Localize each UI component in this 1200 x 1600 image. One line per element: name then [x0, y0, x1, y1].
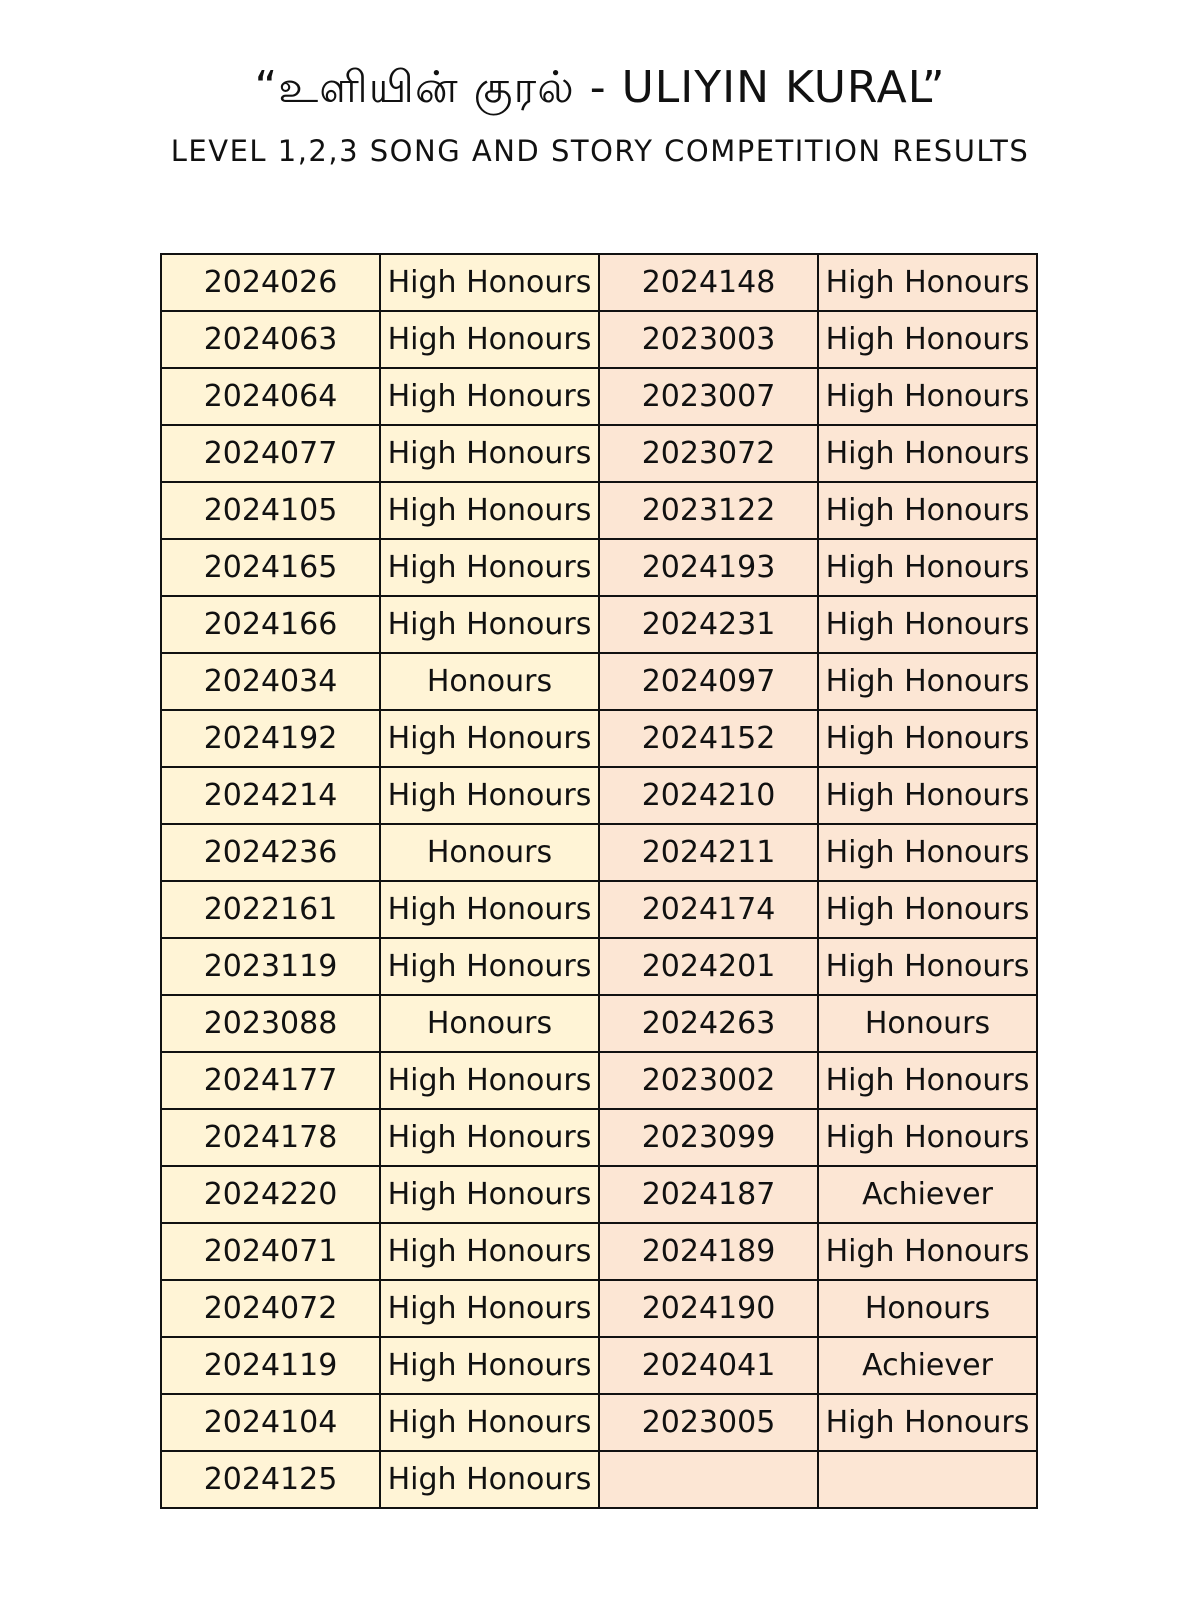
page-subtitle: LEVEL 1,2,3 SONG AND STORY COMPETITION RESULTS — [170, 134, 1030, 168]
result-cell: High Honours — [818, 824, 1037, 881]
student-id-cell: 2024034 — [161, 653, 380, 710]
table-row — [161, 1394, 1037, 1451]
student-id-cell: 2024201 — [599, 938, 818, 995]
result-cell: High Honours — [380, 1394, 599, 1451]
student-id-cell: 2023005 — [599, 1394, 818, 1451]
result-cell: High Honours — [818, 1109, 1037, 1166]
result-cell — [818, 1451, 1037, 1508]
result-cell: High Honours — [380, 311, 599, 368]
table-row — [161, 1166, 1037, 1223]
table-row — [161, 539, 1037, 596]
student-id-cell: 2024178 — [161, 1109, 380, 1166]
student-id-cell: 2024072 — [161, 1280, 380, 1337]
student-id-cell: 2024105 — [161, 482, 380, 539]
result-cell: High Honours — [380, 425, 599, 482]
table-row — [161, 254, 1037, 311]
results-table — [160, 253, 1038, 1509]
result-cell: High Honours — [380, 1109, 599, 1166]
result-cell: Achiever — [818, 1166, 1037, 1223]
result-cell: High Honours — [380, 1451, 599, 1508]
student-id-cell: 2024063 — [161, 311, 380, 368]
table-row — [161, 767, 1037, 824]
result-cell: High Honours — [818, 311, 1037, 368]
result-cell: Honours — [818, 1280, 1037, 1337]
student-id-cell: 2023003 — [599, 311, 818, 368]
student-id-cell: 2024119 — [161, 1337, 380, 1394]
result-cell: High Honours — [380, 1280, 599, 1337]
student-id-cell: 2024174 — [599, 881, 818, 938]
student-id-cell: 2024166 — [161, 596, 380, 653]
result-cell: High Honours — [380, 1223, 599, 1280]
result-cell: High Honours — [818, 881, 1037, 938]
student-id-cell: 2024190 — [599, 1280, 818, 1337]
table-row — [161, 1451, 1037, 1508]
table-row — [161, 596, 1037, 653]
student-id-cell: 2024152 — [599, 710, 818, 767]
student-id-cell: 2023007 — [599, 368, 818, 425]
result-cell: High Honours — [380, 368, 599, 425]
student-id-cell: 2024263 — [599, 995, 818, 1052]
results-table-body — [161, 254, 1037, 1508]
result-cell: High Honours — [818, 938, 1037, 995]
student-id-cell: 2024192 — [161, 710, 380, 767]
student-id-cell: 2024148 — [599, 254, 818, 311]
result-cell: High Honours — [380, 1337, 599, 1394]
student-id-cell: 2024165 — [161, 539, 380, 596]
student-id-cell: 2023088 — [161, 995, 380, 1052]
table-row — [161, 710, 1037, 767]
student-id-cell: 2023072 — [599, 425, 818, 482]
result-cell: High Honours — [818, 1394, 1037, 1451]
student-id-cell: 2024177 — [161, 1052, 380, 1109]
result-cell: High Honours — [380, 482, 599, 539]
student-id-cell: 2024097 — [599, 653, 818, 710]
table-row — [161, 482, 1037, 539]
student-id-cell: 2024231 — [599, 596, 818, 653]
student-id-cell: 2023099 — [599, 1109, 818, 1166]
result-cell: High Honours — [818, 482, 1037, 539]
table-row — [161, 1109, 1037, 1166]
result-cell: High Honours — [380, 596, 599, 653]
table-row — [161, 368, 1037, 425]
result-cell: High Honours — [818, 539, 1037, 596]
student-id-cell: 2024220 — [161, 1166, 380, 1223]
result-cell: High Honours — [818, 368, 1037, 425]
student-id-cell: 2024211 — [599, 824, 818, 881]
result-cell: Honours — [380, 824, 599, 881]
student-id-cell: 2024064 — [161, 368, 380, 425]
student-id-cell: 2023002 — [599, 1052, 818, 1109]
result-cell: High Honours — [380, 1052, 599, 1109]
result-cell: Achiever — [818, 1337, 1037, 1394]
student-id-cell: 2024193 — [599, 539, 818, 596]
result-cell: High Honours — [818, 710, 1037, 767]
result-cell: High Honours — [380, 881, 599, 938]
result-cell: Honours — [380, 995, 599, 1052]
result-cell: High Honours — [818, 653, 1037, 710]
result-cell: High Honours — [818, 767, 1037, 824]
student-id-cell: 2024041 — [599, 1337, 818, 1394]
student-id-cell: 2023119 — [161, 938, 380, 995]
result-cell: High Honours — [380, 254, 599, 311]
result-cell: High Honours — [380, 938, 599, 995]
result-cell: Honours — [380, 653, 599, 710]
student-id-cell: 2024026 — [161, 254, 380, 311]
student-id-cell: 2024189 — [599, 1223, 818, 1280]
result-cell: High Honours — [818, 254, 1037, 311]
table-row — [161, 824, 1037, 881]
result-cell: High Honours — [380, 539, 599, 596]
table-row — [161, 1052, 1037, 1109]
result-cell: High Honours — [380, 767, 599, 824]
table-row — [161, 881, 1037, 938]
student-id-cell — [599, 1451, 818, 1508]
student-id-cell: 2024210 — [599, 767, 818, 824]
result-cell: High Honours — [818, 596, 1037, 653]
table-row — [161, 1337, 1037, 1394]
student-id-cell: 2024077 — [161, 425, 380, 482]
result-cell: High Honours — [818, 425, 1037, 482]
student-id-cell: 2024071 — [161, 1223, 380, 1280]
student-id-cell: 2023122 — [599, 482, 818, 539]
student-id-cell: 2024104 — [161, 1394, 380, 1451]
table-row — [161, 425, 1037, 482]
result-cell: High Honours — [818, 1052, 1037, 1109]
table-row — [161, 311, 1037, 368]
result-cell: High Honours — [380, 1166, 599, 1223]
student-id-cell: 2024214 — [161, 767, 380, 824]
result-cell: High Honours — [380, 710, 599, 767]
result-cell: High Honours — [818, 1223, 1037, 1280]
table-row — [161, 938, 1037, 995]
page-title: “உளியின் குரல் - ULIYIN KURAL” — [254, 62, 946, 113]
table-row — [161, 995, 1037, 1052]
student-id-cell: 2024236 — [161, 824, 380, 881]
student-id-cell: 2022161 — [161, 881, 380, 938]
student-id-cell: 2024187 — [599, 1166, 818, 1223]
student-id-cell: 2024125 — [161, 1451, 380, 1508]
table-row — [161, 1223, 1037, 1280]
table-row — [161, 653, 1037, 710]
table-row — [161, 1280, 1037, 1337]
result-cell: Honours — [818, 995, 1037, 1052]
